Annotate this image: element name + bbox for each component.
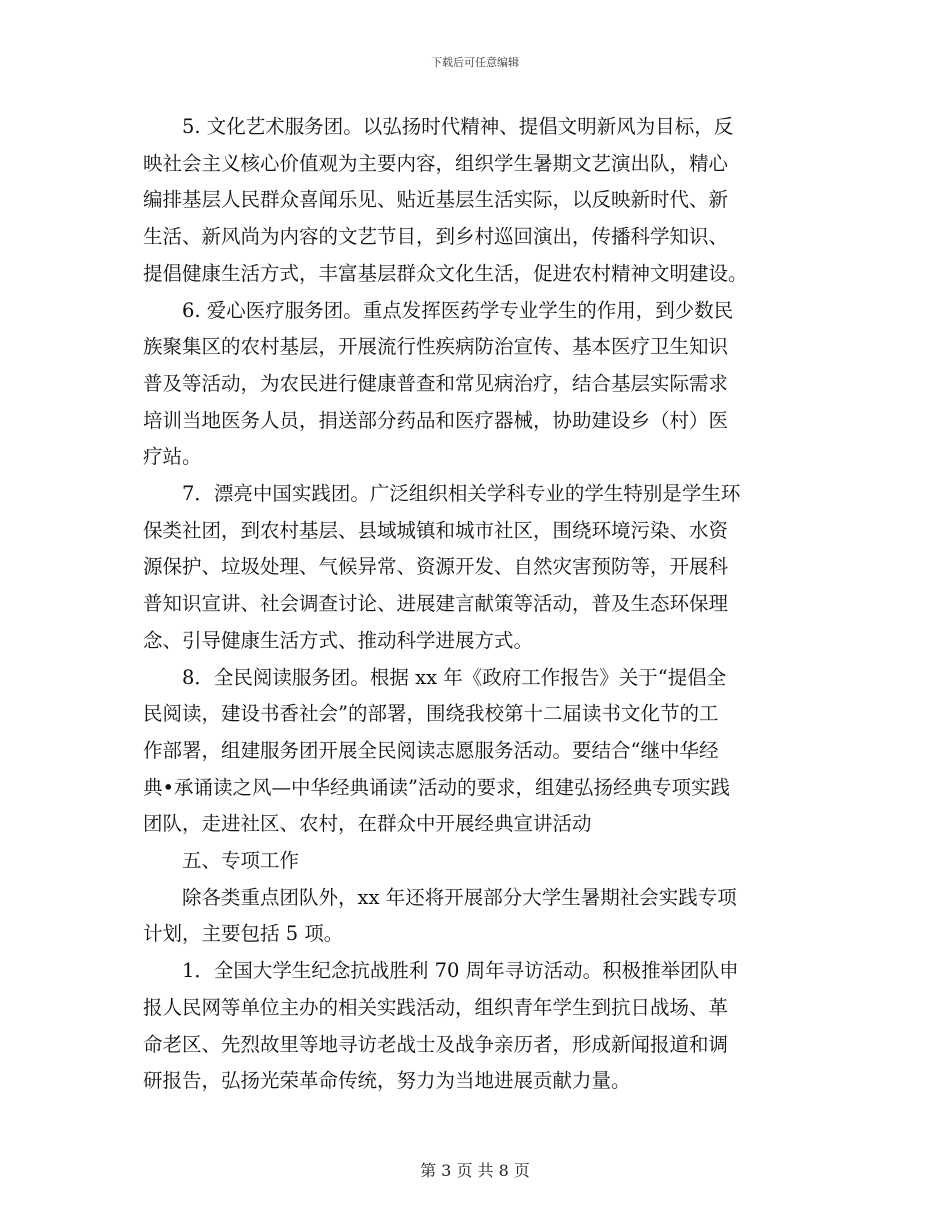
paragraph-line: 7．漂亮中国实践团。广泛组织相关学科专业的学生特别是学生环 (182, 482, 741, 506)
paragraph-line: 保类社团，到农村基层、县域城镇和城市社区，围绕环境污染、水资 (143, 518, 729, 542)
paragraph-line: 报人民网等单位主办的相关实践活动，组织青年学生到抗日战场、革 (143, 995, 729, 1019)
document-body (143, 109, 808, 1100)
paragraph-line: 普及等活动，为农民进行健康普查和常见病治疗，结合基层实际需求 (143, 371, 729, 395)
paragraph-line: 典•承诵读之风—中华经典诵读”活动的要求，组建弘扬经典专项实践 (143, 775, 730, 799)
page-footer: 第 3 页 共 8 页 (420, 1161, 530, 1180)
paragraph-line: 念、引导健康生活方式、推动科学进展方式。 (143, 628, 534, 652)
paragraph-line: 生活、新风尚为内容的文艺节目，到乡村巡回演出，传播科学知识、 (143, 225, 729, 249)
paragraph-line: 编排基层人民群众喜闻乐见、贴近基层生活实际，以反映新时代、新 (143, 188, 729, 212)
paragraph-line: 提倡健康生活方式，丰富基层群众文化生活，促进农村精神文明建设。 (143, 261, 748, 285)
paragraph (143, 880, 808, 953)
paragraph-line: 除各类重点团队外，xx 年还将开展部分大学生暑期社会实践专项 (182, 885, 737, 909)
paragraph-line: 命老区、先烈故里等地寻访老战士及战争亲历者，形成新闻报道和调 (143, 1032, 729, 1056)
paragraph-line: 计划，主要包括 5 项。 (143, 922, 344, 946)
paragraph-line: 源保护、垃圾处理、气候异常、资源开发、自然灾害预防等，开展科 (143, 555, 729, 579)
paragraph-line: 团队，走进社区、农村，在群众中开展经典宣讲活动 (143, 812, 592, 836)
paragraph-line: 疗站。 (143, 445, 202, 469)
paragraph (143, 109, 808, 293)
paragraph-line: 5. 文化艺术服务团。以弘扬时代精神、提倡文明新风为目标，反 (182, 115, 734, 138)
paragraph-line: 作部署，组建服务团开展全民阅读志愿服务活动。要结合“继中华经 (143, 738, 719, 762)
page-header: 下载后可任意编辑 (431, 56, 519, 69)
paragraph (143, 843, 808, 880)
paragraph-line: 族聚集区的农村基层，开展流行性疾病防治宣传、基本医疗卫生知识 (143, 335, 729, 359)
paragraph-line: 1．全国大学生纪念抗战胜利 70 周年寻访活动。积极推举团队申 (182, 959, 739, 983)
paragraph-line: 6. 爱心医疗服务团。重点发挥医药学专业学生的作用，到少数民 (182, 298, 734, 322)
paragraph (143, 953, 808, 1100)
paragraph (143, 293, 808, 477)
paragraph (143, 476, 808, 660)
paragraph (143, 660, 808, 844)
paragraph-line: 普知识宣讲、社会调查讨论、进展建言献策等活动，普及生态环保理 (143, 592, 729, 616)
paragraph-line: 映社会主义核心价值观为主要内容，组织学生暑期文艺演出队，精心 (143, 151, 729, 175)
paragraph-line: 研报告，弘扬光荣革命传统，努力为当地进展贡献力量。 (143, 1069, 631, 1093)
paragraph-line: 民阅读，建设书香社会”的部署，围绕我校第十二届读书文化节的工 (143, 702, 719, 726)
paragraph-line: 培训当地医务人员，捐送部分药品和医疗器械，协助建设乡（村）医 (143, 408, 729, 432)
paragraph-line: 8．全民阅读服务团。根据 xx 年《政府工作报告》关于“提倡全 (182, 665, 727, 689)
paragraph-line: 五、专项工作 (182, 849, 300, 873)
